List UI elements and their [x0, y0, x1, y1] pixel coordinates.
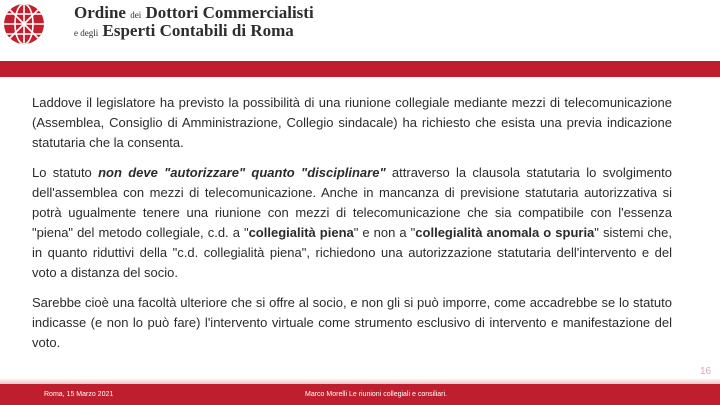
globe-logo-icon	[2, 2, 46, 46]
p2-text-d: " sistemi che, in quanto riduttivi della "c.d. collegialità piena", richiedono una autorizzazione statutaria dell'intervento e del voto a distanza del socio.	[32, 225, 673, 280]
p2-strong-1: collegialità piena	[248, 225, 354, 240]
org-name-line1	[74, 3, 314, 23]
p2-text-a: Lo statuto	[32, 165, 99, 180]
p2-text-b: attraverso la clausola statutaria lo svolgimento dell'assemblea con mezzi di telecomunicazione. Anche in mancanza di previsione statutaria autorizzativa si potrà ugualmente tenere una riunione con mezzi di telecomunicazione che sia compatibile con l'essenza "piena" del metodo collegiale, c.d. a "	[32, 165, 672, 240]
org-line2-rest: Esperti Contabili di Roma	[102, 21, 294, 40]
footer-date: Roma, 15 Marzo 2021	[44, 391, 114, 398]
org-name-line2	[74, 21, 294, 41]
paragraph-3: Sarebbe cioè una facoltà ulteriore che si offre al socio, e non gli si può imporre, come accadrebbe se lo statuto indicasse (e non lo può fare) l'intervento virtuale come strumento esclusivo di intervento e manifestazione del voto.	[32, 295, 672, 350]
org-line1-word1: Ordine	[74, 3, 126, 22]
paragraph-2	[32, 163, 672, 283]
org-line2-small: e degli	[74, 28, 99, 38]
slide-body	[32, 93, 672, 363]
p2-strong-2: collegialità anomala o spuria	[415, 225, 595, 240]
org-line1-small: dei	[130, 10, 142, 20]
org-line1-rest: Dottori Commercialisti	[145, 3, 314, 22]
footer-author-title: Marco Morelli Le riunioni collegiali e consiliari.	[305, 391, 448, 398]
p2-text-c: " e non a "	[353, 225, 416, 240]
header-red-band	[0, 61, 720, 77]
p2-emphasis: non deve "autorizzare" quanto "disciplinare"	[98, 165, 386, 180]
paragraph-1: Laddove il legislatore ha previsto la possibilità di una riunione collegiale mediante mezzi di telecomunicazione (Assemblea, Consiglio di Amministrazione, Collegio sindacale) ha richiesto che esista una previa indicazione statutaria che la consenta.	[32, 95, 672, 150]
header	[0, 0, 720, 58]
page-number: 16	[700, 366, 712, 377]
